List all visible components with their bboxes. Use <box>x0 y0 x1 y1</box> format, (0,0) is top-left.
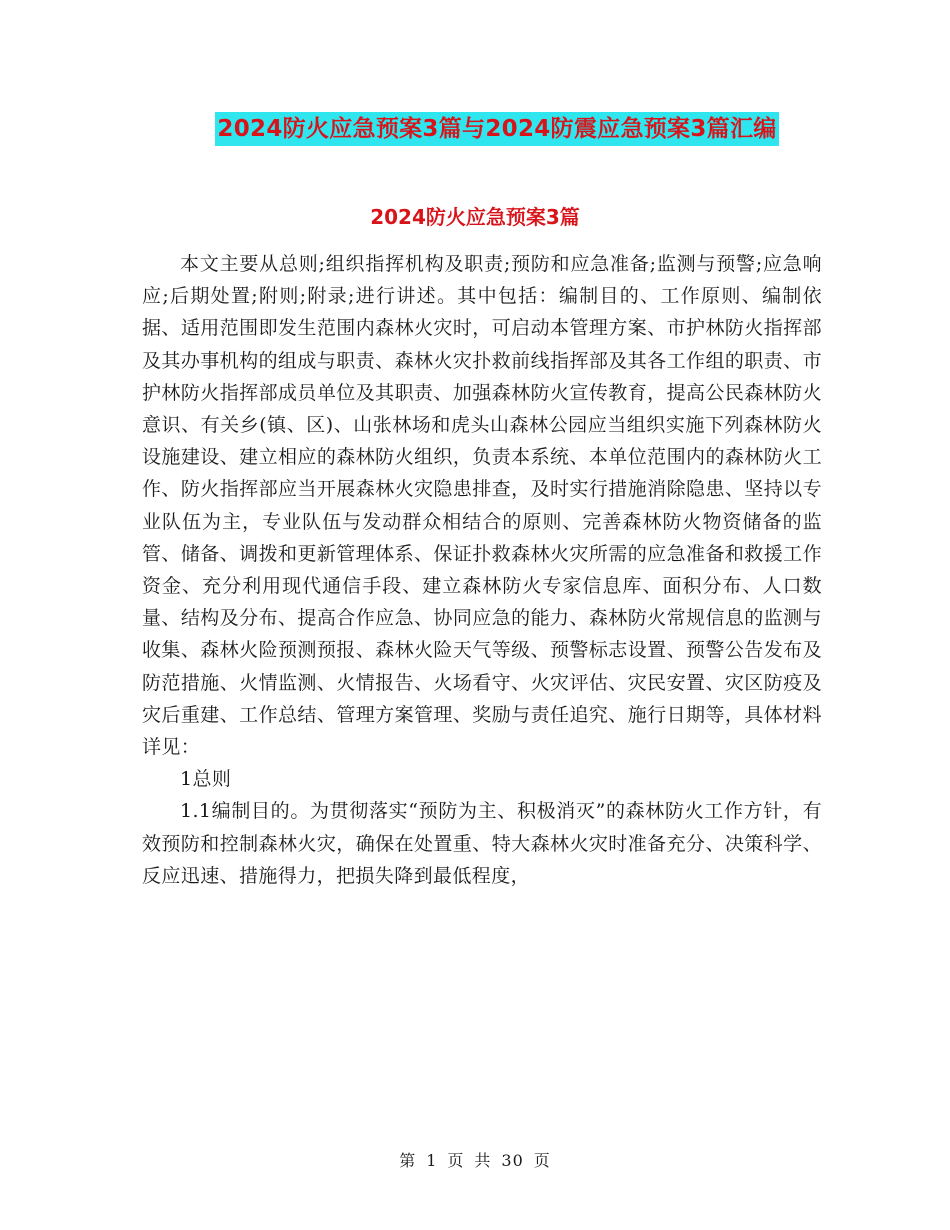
section-title: 2024防火应急预案3篇 <box>370 205 580 229</box>
footer-suffix: 页 <box>533 1151 551 1170</box>
intro-paragraph: 本文主要从总则;组织指挥机构及职责;预防和应急准备;监测与预警;应急响应;后期处置;附则;附录;进行讲述。其中包括：编制目的、工作原则、编制依据、适用范围即发生范围内森林火灾时，可启动本管理方案、市护林防火指挥部及其办事机构的组成与职责、森林火灾扑救前线指挥部及其各工作组的职责、市护林防火指挥部成员单位及其职责、加强森林防火宣传教育，提高公民森林防火意识、有关乡(镇、区)、山张林场和虎头山森林公园应当组织实施下列森林防火设施建设、建立相应的森林防火组织，负责本系统、本单位范围内的森林防火工作、防火指挥部应当开展森林火灾隐患排查，及时实行措施消除隐患、坚持以专业队伍为主，专业队伍与发动群众相结合的原则、完善森林防火物资储备的监管、储备、调拨和更新管理体系、保证扑救森林火灾所需的应急准备和救援工作资金、充分利用现代通信手段、建立森林防火专家信息库、面积分布、人口数量、结构及分布、提高合作应急、协同应急的能力、森林防火常规信息的监测与收集、森林火险预测预报、森林火险天气等级、预警标志设置、预警公告发布及防范措施、火情监测、火情报告、火场看守、火灾评估、灾民安置、灾区防疫及灾后重建、工作总结、管理方案管理、奖励与责任追究、施行日期等，具体材料详见： <box>142 253 822 759</box>
page-footer <box>0 1148 950 1171</box>
footer-prefix: 第 <box>399 1151 417 1170</box>
footer-current-page: 1 <box>426 1151 438 1170</box>
section-heading-general: 1总则 <box>180 768 232 791</box>
footer-page-label: 页 <box>447 1151 465 1170</box>
paragraph-purpose: 1.1编制目的。为贯彻落实“预防为主、积极消灭”的森林防火工作方针，有效预防和控制森林火灾，确保在处置重、特大森林火灾时准备充分、决策科学、反应迅速、措施得力，把损失降到最低程度， <box>142 800 822 887</box>
main-title-container <box>0 112 950 146</box>
footer-total-label: 共 <box>474 1151 492 1170</box>
footer-total-pages: 30 <box>501 1151 524 1170</box>
body-text <box>142 248 822 892</box>
main-title: 2024防火应急预案3篇与2024防震应急预案3篇汇编 <box>215 112 778 146</box>
